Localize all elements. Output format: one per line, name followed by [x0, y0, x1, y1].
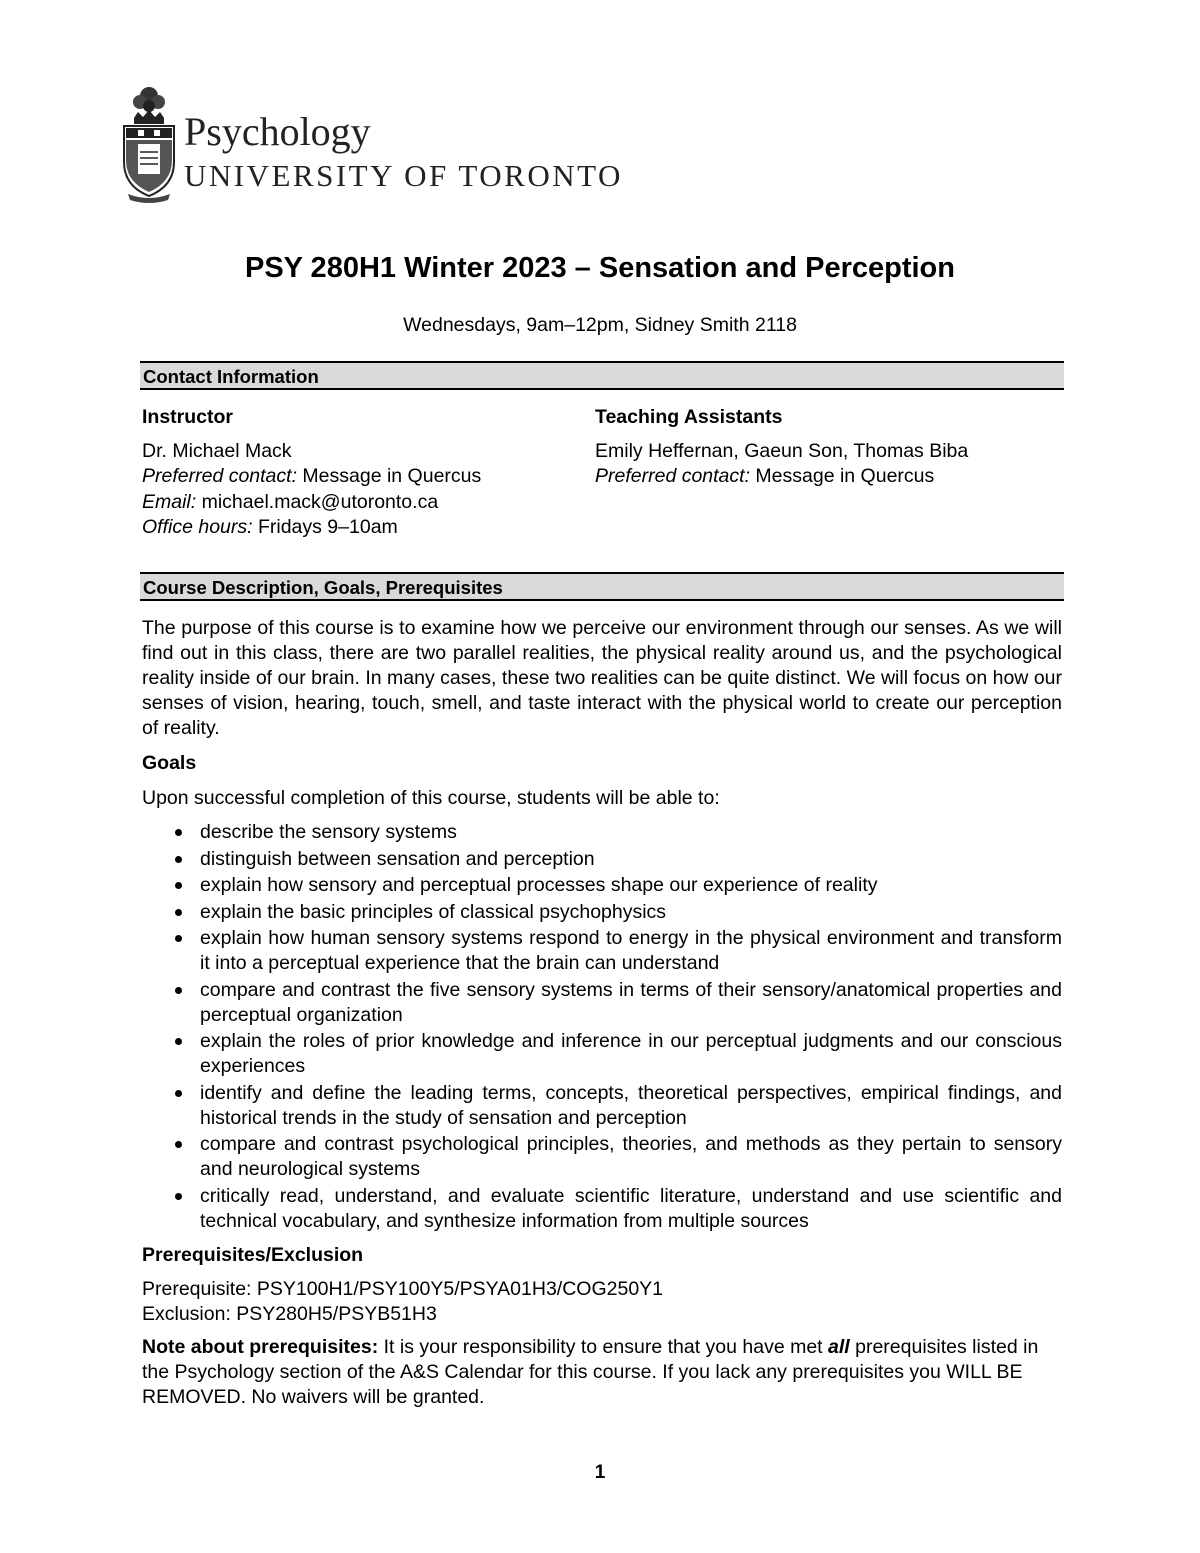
- logo-subtitle: UNIVERSITY OF TORONTO: [184, 158, 623, 193]
- list-item: explain how human sensory systems respond to energy in the physical environment and transform it into a perceptual experience that the brain can understand: [142, 926, 1062, 976]
- prereq-heading: Prerequisites/Exclusion: [142, 1244, 364, 1266]
- list-item: identify and define the leading terms, concepts, theoretical perspectives, empirical findings, and historical trends in the study of sensation and perception: [142, 1081, 1062, 1131]
- instructor-email-link[interactable]: michael.mack@utoronto.ca: [196, 490, 439, 513]
- list-item: explain how sensory and perceptual processes shape our experience of reality: [142, 873, 1062, 898]
- instructor-email: Email: michael.mack@utoronto.ca: [142, 490, 439, 513]
- instructor-name: Dr. Michael Mack: [142, 439, 292, 462]
- goals-list: [142, 820, 1062, 1235]
- instructor-block: [142, 405, 582, 541]
- instructor-office-hours: Office hours: Fridays 9–10am: [142, 516, 398, 538]
- instructor-preferred-contact: Preferred contact: Message in Quercus: [142, 465, 482, 487]
- goals-intro: Upon successful completion of this course, students will be able to:: [142, 787, 720, 809]
- course-description: The purpose of this course is to examine how we perceive our environment through our senses. As we will find out in this class, there are two parallel realities, the physical reality around us, and the psychological reality inside of our brain. In many cases, these two realities can be quite distinct. We will focus on how our senses of vision, hearing, touch, smell, and taste interact with the physical world to create our perception of reality.: [142, 617, 1062, 739]
- section-header-contact: Contact Information: [140, 361, 1064, 390]
- list-item: describe the sensory systems: [142, 820, 1062, 845]
- university-logo: [120, 82, 680, 207]
- page-title: PSY 280H1 Winter 2023 – Sensation and Perception: [245, 252, 955, 284]
- course-schedule: Wednesdays, 9am–12pm, Sidney Smith 2118: [403, 314, 797, 336]
- prereq-note: Note about prerequisites: It is your responsibility to ensure that you have met all prerequisites listed in the Psychology section of the A&S Calendar for this course. If you lack any prerequisites you WILL BE REMOVED. No waivers will be granted.: [142, 1336, 1039, 1408]
- exclusion-line: Exclusion: PSY280H5/PSYB51H3: [142, 1303, 437, 1325]
- list-item: explain the basic principles of classical psychophysics: [142, 900, 1062, 925]
- page-number: 1: [594, 1462, 606, 1483]
- ta-heading: Teaching Assistants: [595, 406, 783, 428]
- section-header-description: Course Description, Goals, Prerequisites: [140, 572, 1064, 601]
- logo-title: Psychology: [184, 109, 371, 154]
- instructor-heading: Instructor: [142, 406, 234, 428]
- ta-names: Emily Heffernan, Gaeun Son, Thomas Biba: [595, 439, 969, 462]
- list-item: critically read, understand, and evaluate scientific literature, understand and use scientific and technical vocabulary, and synthesize information from multiple sources: [142, 1184, 1062, 1234]
- prereq-line: Prerequisite: PSY100H1/PSY100Y5/PSYA01H3/COG250Y1: [142, 1278, 664, 1300]
- university-crest-icon: [120, 82, 178, 204]
- list-item: explain the roles of prior knowledge and inference in our perceptual judgments and our conscious experiences: [142, 1029, 1062, 1079]
- list-item: distinguish between sensation and perception: [142, 847, 1062, 872]
- ta-block: [595, 405, 1065, 490]
- goals-heading: Goals: [142, 752, 197, 774]
- list-item: compare and contrast psychological principles, theories, and methods as they pertain to sensory and neurological systems: [142, 1132, 1062, 1182]
- list-item: compare and contrast the five sensory systems in terms of their sensory/anatomical properties and perceptual organization: [142, 978, 1062, 1028]
- ta-preferred-contact: Preferred contact: Message in Quercus: [595, 465, 935, 487]
